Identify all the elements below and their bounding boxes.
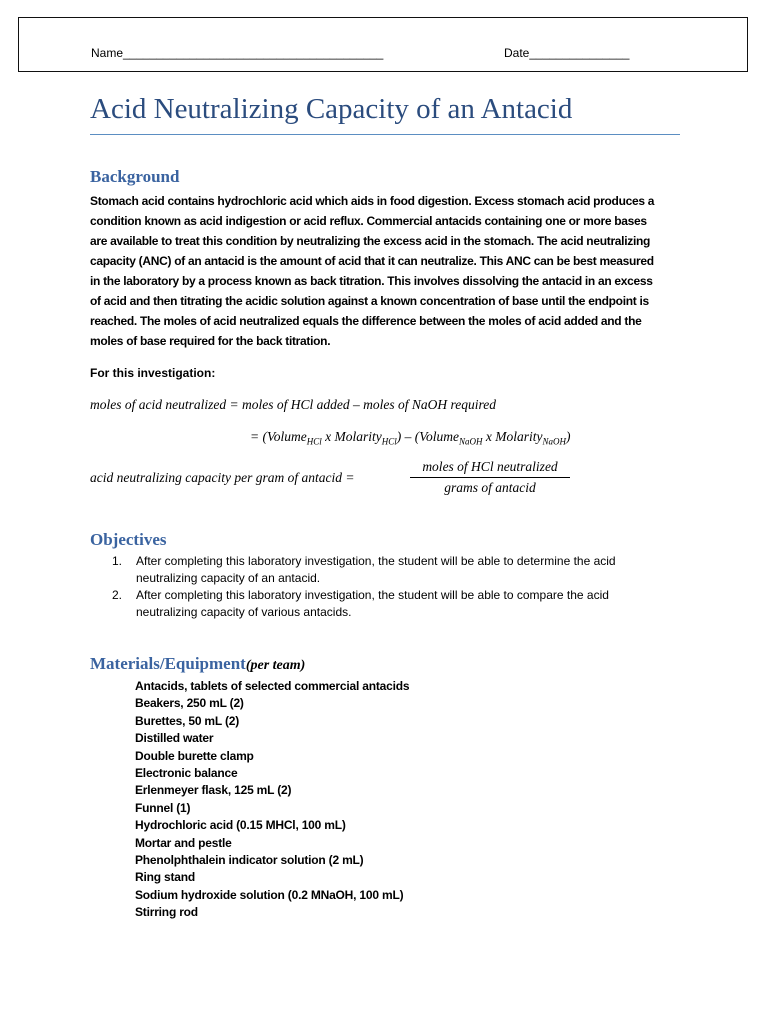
- background-paragraph: [90, 191, 686, 351]
- document-title: Acid Neutralizing Capacity of an Antacid: [90, 93, 573, 125]
- fraction-numerator: moles of HCl neutralized: [410, 459, 570, 478]
- materials-list: [135, 678, 409, 922]
- equation-anc-lhs: acid neutralizing capacity per gram of antacid =: [90, 470, 355, 485]
- list-item: Ring stand: [135, 870, 195, 885]
- date-field-label: Date_______________: [504, 46, 630, 60]
- list-item-number: 2.: [112, 588, 123, 602]
- name-date-header-box: [18, 17, 748, 72]
- list-item: Stirring rod: [135, 905, 198, 920]
- list-item: Double burette clamp: [135, 748, 254, 763]
- background-line: moles of base required for the back titration.: [90, 334, 331, 348]
- background-line: of acid and then titrating the acidic solution against a known concentration of base until the endpoint is: [90, 294, 649, 308]
- equation-moles-neutralized: moles of acid neutralized = moles of HCl added – moles of NaOH required: [90, 397, 496, 412]
- objective-text: neutralizing capacity of various antacids.: [136, 605, 352, 619]
- background-heading: Background: [90, 167, 180, 186]
- objective-text: After completing this laboratory investigation, the student will be able to compare the acid: [136, 588, 609, 602]
- list-item: Sodium hydroxide solution (0.2 MNaOH, 100 mL): [135, 887, 404, 902]
- list-item: Antacids, tablets of selected commercial antacids: [135, 679, 410, 693]
- list-item: Electronic balance: [135, 766, 238, 781]
- list-item: Erlenmeyer flask, 125 mL (2): [135, 783, 292, 798]
- list-item: Phenolphthalein indicator solution (2 mL): [135, 853, 364, 868]
- background-line: are available to treat this condition by neutralizing the excess acid in the stomach. The acid neutralizing: [90, 234, 651, 248]
- list-item: Distilled water: [135, 731, 214, 746]
- materials-note: (per team): [245, 658, 306, 673]
- list-item: Mortar and pestle: [135, 835, 232, 850]
- list-item: Beakers, 250 mL (2): [135, 696, 244, 711]
- list-item-number: 1.: [112, 554, 123, 568]
- list-item: Funnel (1): [135, 800, 191, 815]
- background-line: condition known as acid indigestion or acid reflux. Commercial antacids containing one or more bases: [90, 214, 647, 228]
- objectives-heading: Objectives: [90, 530, 167, 549]
- objective-text: neutralizing capacity of an antacid.: [136, 571, 321, 585]
- fraction-denominator: grams of antacid: [444, 480, 536, 495]
- materials-heading-text: Materials/Equipment: [90, 654, 246, 673]
- equation-anc-fraction: [410, 459, 570, 496]
- list-item: Burettes, 50 mL (2): [135, 713, 240, 728]
- list-item: [112, 553, 672, 587]
- list-item: [112, 587, 672, 621]
- background-line: capacity (ANC) of an antacid is the amount of acid that it can neutralize. This ANC can be best measured: [90, 254, 654, 268]
- background-line: in the laboratory by a process known as back titration. This involves dissolving the antacid in an excess: [90, 274, 653, 288]
- list-item: Hydrochloric acid (0.15 MHCl, 100 mL): [135, 818, 346, 833]
- equation-volume-molarity: = (Volume$_{HCl}$ x Molarity$_{HCl}$) – (Volume$_{NaOH}$ x Molarity$_{NaOH}$): [250, 429, 571, 447]
- background-line: reached. The moles of acid neutralized equals the difference between the moles of acid added and the: [90, 314, 642, 328]
- title-underline: [90, 134, 680, 135]
- investigation-label: For this investigation:: [90, 366, 216, 380]
- materials-heading: [90, 654, 305, 674]
- name-field-label: Name_______________________________________: [91, 46, 384, 60]
- background-line: Stomach acid contains hydrochloric acid which aids in food digestion. Excess stomach acid produces a: [90, 194, 655, 208]
- objectives-list: [112, 553, 672, 621]
- objective-text: After completing this laboratory investigation, the student will be able to determine the acid: [136, 554, 616, 568]
